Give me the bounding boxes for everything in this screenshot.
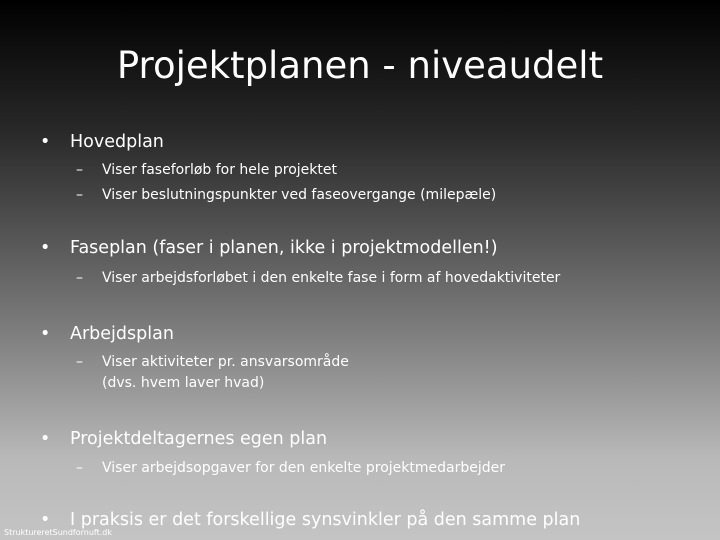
bullet-dot: • [40, 429, 51, 449]
sub-item [76, 162, 337, 178]
bullet-dot: • [40, 324, 51, 344]
sub-dash: – [76, 162, 83, 178]
bullet-dot: • [40, 238, 51, 258]
bullet-text: Projektdeltagernes egen plan [70, 429, 328, 449]
bullet-text: Arbejdsplan [70, 324, 174, 344]
bullet-faseplan [40, 238, 498, 258]
sub-text: Viser beslutningspunkter ved faseovergange (milepæle) [102, 187, 497, 203]
sub-item [76, 187, 496, 203]
bullet-hovedplan [40, 132, 164, 152]
bullet-text: I praksis er det forskellige synsvinkler på den samme plan [70, 510, 581, 530]
sub-text: Viser arbejdsforløbet i den enkelte fase i form af hovedaktiviteter [102, 270, 561, 286]
sub-continuation: (dvs. hvem laver hvad) [102, 375, 265, 391]
bullet-dot: • [40, 510, 51, 530]
sub-dash: – [76, 460, 83, 476]
sub-item [76, 460, 505, 476]
sub-dash: – [76, 354, 83, 370]
bullet-i-praksis [40, 510, 580, 530]
sub-item [76, 270, 560, 286]
bullet-projektdeltagere [40, 429, 327, 449]
bullet-text: Hovedplan [70, 132, 164, 152]
sub-text: Viser aktiviteter pr. ansvarsområde [102, 354, 349, 370]
slide-title: Projektplanen - niveaudelt [116, 44, 604, 87]
sub-dash: – [76, 187, 83, 203]
bullet-arbejdsplan [40, 324, 174, 344]
sub-dash: – [76, 270, 83, 286]
sub-text: Viser faseforløb for hele projektet [102, 162, 337, 178]
sub-item [76, 354, 349, 370]
bullet-dot: • [40, 132, 51, 152]
sub-text: Viser arbejdsopgaver for den enkelte projektmedarbejder [102, 460, 505, 476]
footer-source: StruktureretSundfornuft.dk [4, 528, 112, 537]
bullet-text: Faseplan (faser i planen, ikke i projektmodellen!) [70, 238, 498, 258]
